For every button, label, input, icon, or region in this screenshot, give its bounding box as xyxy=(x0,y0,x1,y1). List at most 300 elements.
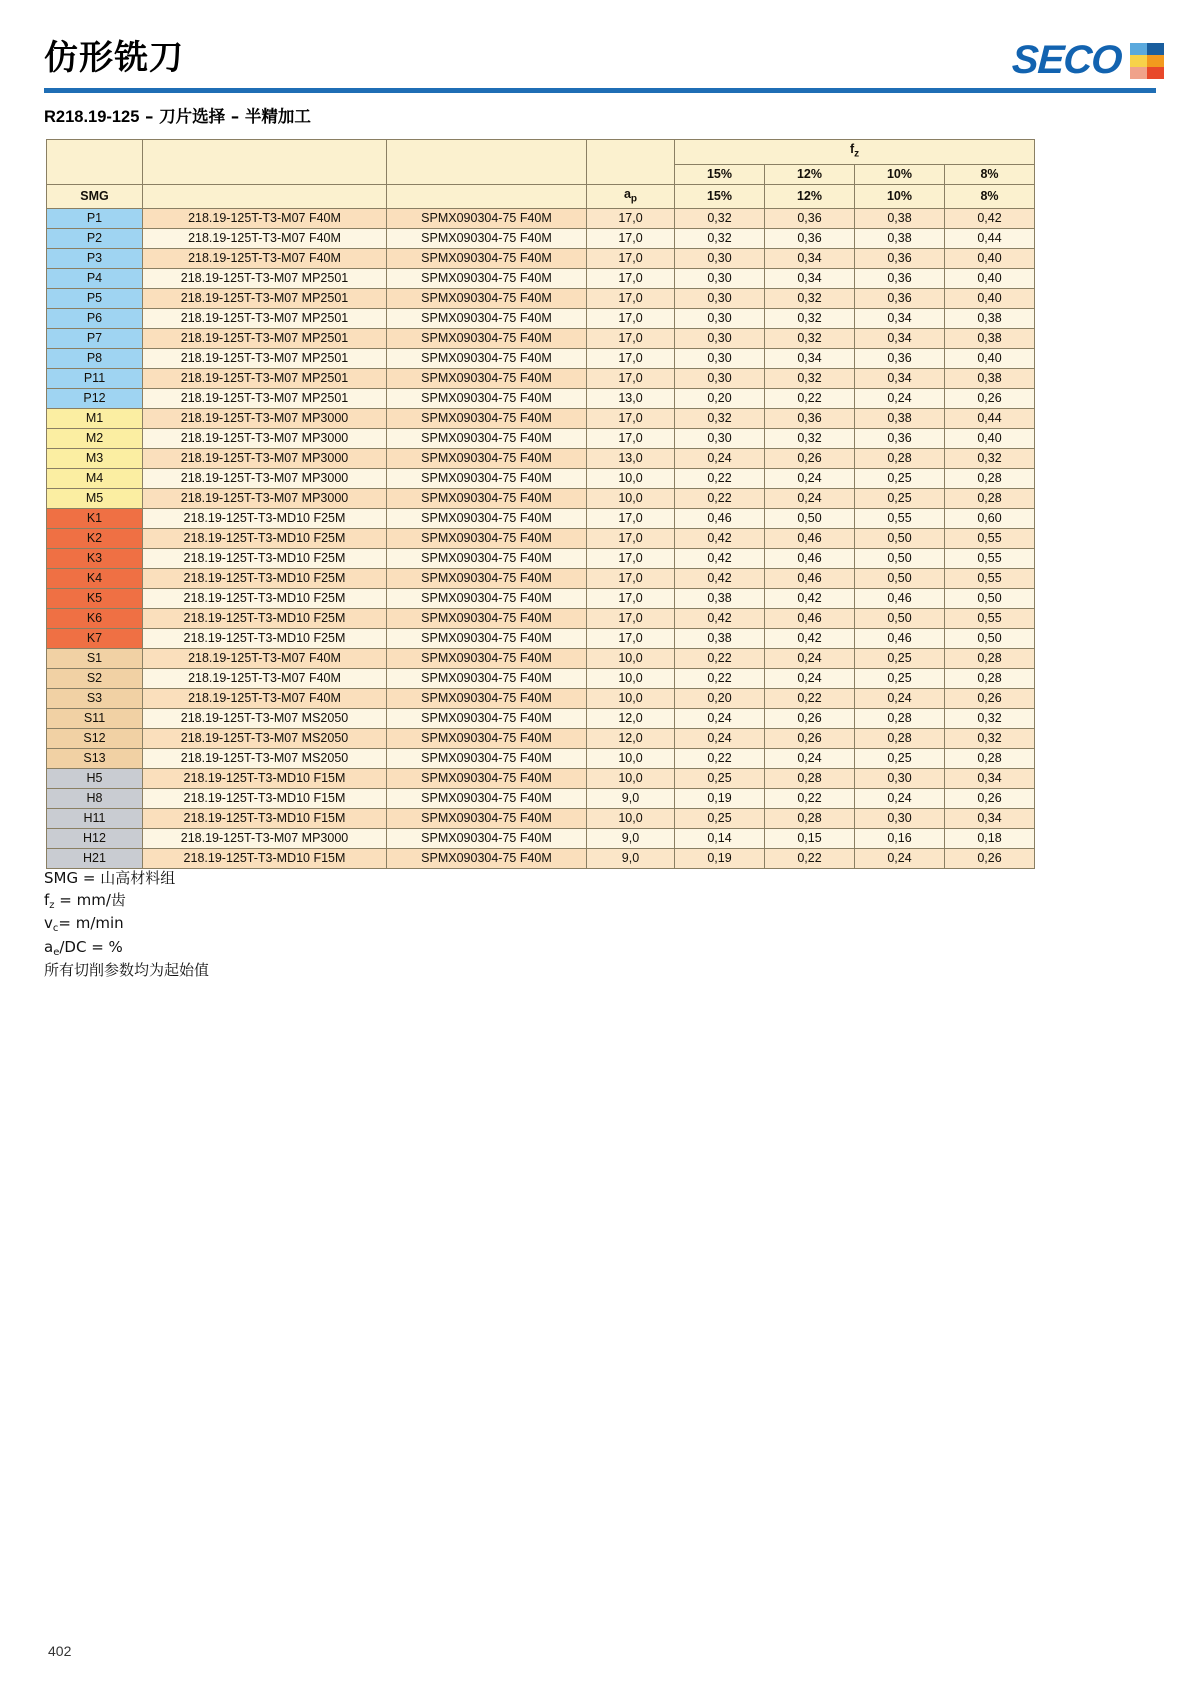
cell-smg: K2 xyxy=(47,529,143,549)
cell-fz-8: 0,55 xyxy=(945,569,1035,589)
logo-swatch-3 xyxy=(1130,55,1147,67)
cell-insert-designation: SPMX090304-75 F40M xyxy=(387,209,587,229)
cell-smg: M3 xyxy=(47,449,143,469)
cell-ap: 9,0 xyxy=(587,829,675,849)
cell-fz-10: 0,25 xyxy=(855,469,945,489)
footnote-tail: /DC = % xyxy=(59,937,123,956)
cell-smg: P7 xyxy=(47,329,143,349)
cell-smg: P1 xyxy=(47,209,143,229)
cell-fz-12: 0,46 xyxy=(765,569,855,589)
header-tool-spacer xyxy=(143,140,387,185)
cell-smg: M4 xyxy=(47,469,143,489)
table-row xyxy=(47,849,1035,869)
cell-fz-12: 0,32 xyxy=(765,309,855,329)
cell-fz-15: 0,24 xyxy=(675,709,765,729)
cell-fz-15: 0,38 xyxy=(675,589,765,609)
cell-fz-10: 0,34 xyxy=(855,309,945,329)
cell-tool-designation: 218.19-125T-T3-M07 F40M xyxy=(143,649,387,669)
cell-fz-15: 0,19 xyxy=(675,849,765,869)
cell-fz-12: 0,42 xyxy=(765,629,855,649)
cell-ap: 17,0 xyxy=(587,509,675,529)
cell-insert-designation: SPMX090304-75 F40M xyxy=(387,789,587,809)
cell-insert-designation: SPMX090304-75 F40M xyxy=(387,469,587,489)
cell-fz-8: 0,40 xyxy=(945,349,1035,369)
cell-fz-10: 0,36 xyxy=(855,269,945,289)
cell-insert-designation: SPMX090304-75 F40M xyxy=(387,549,587,569)
cell-fz-10: 0,25 xyxy=(855,489,945,509)
cell-fz-10: 0,28 xyxy=(855,709,945,729)
cell-fz-8: 0,38 xyxy=(945,329,1035,349)
cell-smg: H5 xyxy=(47,769,143,789)
cell-smg: K1 xyxy=(47,509,143,529)
cell-fz-10: 0,34 xyxy=(855,329,945,349)
cell-fz-15: 0,46 xyxy=(675,509,765,529)
cell-ap: 10,0 xyxy=(587,489,675,509)
cell-fz-8: 0,18 xyxy=(945,829,1035,849)
cell-tool-designation: 218.19-125T-T3-MD10 F25M xyxy=(143,589,387,609)
table-row xyxy=(47,209,1035,229)
cell-fz-8: 0,50 xyxy=(945,629,1035,649)
section-subtitle xyxy=(44,103,311,127)
cell-smg: S12 xyxy=(47,729,143,749)
cell-fz-10: 0,46 xyxy=(855,629,945,649)
cell-smg: K3 xyxy=(47,549,143,569)
table-row xyxy=(47,669,1035,689)
cell-fz-10: 0,24 xyxy=(855,789,945,809)
cell-ap: 17,0 xyxy=(587,349,675,369)
logo-swatch-4 xyxy=(1147,55,1164,67)
cell-tool-designation: 218.19-125T-T3-M07 F40M xyxy=(143,249,387,269)
header-tool xyxy=(143,184,387,209)
cell-fz-15: 0,42 xyxy=(675,529,765,549)
cell-fz-15: 0,25 xyxy=(675,809,765,829)
table-header-row-3 xyxy=(47,184,1035,209)
cell-fz-12: 0,15 xyxy=(765,829,855,849)
footnote-line xyxy=(44,890,209,914)
cell-fz-10: 0,24 xyxy=(855,689,945,709)
table-row xyxy=(47,349,1035,369)
table-row xyxy=(47,809,1035,829)
cell-insert-designation: SPMX090304-75 F40M xyxy=(387,249,587,269)
cell-ap: 13,0 xyxy=(587,449,675,469)
cell-fz-15: 0,20 xyxy=(675,389,765,409)
cell-ap: 17,0 xyxy=(587,329,675,349)
footnote-base: v xyxy=(44,914,53,932)
cell-ap: 12,0 xyxy=(587,709,675,729)
cell-ap: 10,0 xyxy=(587,749,675,769)
cell-tool-designation: 218.19-125T-T3-M07 F40M xyxy=(143,209,387,229)
cell-tool-designation: 218.19-125T-T3-M07 MS2050 xyxy=(143,749,387,769)
cell-fz-15: 0,42 xyxy=(675,549,765,569)
logo-swatch-6 xyxy=(1147,67,1164,79)
cell-ap: 17,0 xyxy=(587,369,675,389)
cell-fz-10: 0,24 xyxy=(855,389,945,409)
cell-tool-designation: 218.19-125T-T3-M07 F40M xyxy=(143,669,387,689)
cell-tool-designation: 218.19-125T-T3-MD10 F15M xyxy=(143,769,387,789)
spec-table xyxy=(46,139,1035,869)
table-row xyxy=(47,509,1035,529)
cell-fz-10: 0,25 xyxy=(855,749,945,769)
cell-fz-12: 0,24 xyxy=(765,749,855,769)
cell-fz-15: 0,30 xyxy=(675,429,765,449)
cell-fz-8: 0,26 xyxy=(945,689,1035,709)
table-row xyxy=(47,469,1035,489)
header-pct-8: 8% xyxy=(945,164,1035,184)
cell-fz-10: 0,16 xyxy=(855,829,945,849)
header-ap-spacer xyxy=(587,140,675,185)
cell-smg: P6 xyxy=(47,309,143,329)
cell-ap: 10,0 xyxy=(587,469,675,489)
cell-fz-15: 0,22 xyxy=(675,669,765,689)
header-pct-15-dup: 15% xyxy=(675,184,765,209)
cell-fz-15: 0,30 xyxy=(675,249,765,269)
cell-fz-8: 0,28 xyxy=(945,469,1035,489)
footnote-subscript: e xyxy=(53,946,60,958)
cell-insert-designation: SPMX090304-75 F40M xyxy=(387,369,587,389)
footnote-base: 所有切削参数均为起始值 xyxy=(44,961,210,979)
cell-tool-designation: 218.19-125T-T3-M07 MP2501 xyxy=(143,269,387,289)
cell-fz-15: 0,30 xyxy=(675,349,765,369)
cell-fz-10: 0,36 xyxy=(855,429,945,449)
cell-fz-12: 0,36 xyxy=(765,229,855,249)
footnote-line xyxy=(44,960,209,982)
header-insert xyxy=(387,184,587,209)
cell-ap: 10,0 xyxy=(587,689,675,709)
cell-ap: 17,0 xyxy=(587,209,675,229)
cell-fz-12: 0,24 xyxy=(765,669,855,689)
cell-fz-12: 0,34 xyxy=(765,249,855,269)
seco-logo-mark xyxy=(1130,43,1164,79)
header-fz-sub: z xyxy=(854,148,860,160)
cell-fz-12: 0,46 xyxy=(765,609,855,629)
table-row xyxy=(47,229,1035,249)
header-pct-10-dup: 10% xyxy=(855,184,945,209)
cell-smg: P5 xyxy=(47,289,143,309)
header-ap-base: a xyxy=(623,186,631,201)
cell-fz-8: 0,60 xyxy=(945,509,1035,529)
cell-tool-designation: 218.19-125T-T3-MD10 F15M xyxy=(143,809,387,829)
cell-tool-designation: 218.19-125T-T3-MD10 F15M xyxy=(143,849,387,869)
spec-table-container xyxy=(46,139,1034,869)
cell-fz-10: 0,24 xyxy=(855,849,945,869)
cell-fz-8: 0,40 xyxy=(945,269,1035,289)
footnote-tail: = m/min xyxy=(58,914,124,932)
cell-smg: S11 xyxy=(47,709,143,729)
cell-insert-designation: SPMX090304-75 F40M xyxy=(387,429,587,449)
cell-fz-8: 0,40 xyxy=(945,429,1035,449)
cell-fz-12: 0,32 xyxy=(765,429,855,449)
cell-fz-8: 0,26 xyxy=(945,849,1035,869)
header-pct-12: 12% xyxy=(765,164,855,184)
table-row xyxy=(47,289,1035,309)
cell-insert-designation: SPMX090304-75 F40M xyxy=(387,649,587,669)
cell-fz-12: 0,34 xyxy=(765,349,855,369)
cell-insert-designation: SPMX090304-75 F40M xyxy=(387,709,587,729)
cell-smg: P3 xyxy=(47,249,143,269)
cell-smg: P12 xyxy=(47,389,143,409)
cell-fz-12: 0,36 xyxy=(765,409,855,429)
cell-fz-15: 0,25 xyxy=(675,769,765,789)
spec-table-body xyxy=(47,209,1035,869)
cell-insert-designation: SPMX090304-75 F40M xyxy=(387,389,587,409)
cell-fz-10: 0,38 xyxy=(855,409,945,429)
cell-smg: P8 xyxy=(47,349,143,369)
cell-fz-12: 0,28 xyxy=(765,769,855,789)
cell-fz-12: 0,26 xyxy=(765,729,855,749)
table-row xyxy=(47,589,1035,609)
cell-ap: 17,0 xyxy=(587,289,675,309)
table-row xyxy=(47,649,1035,669)
cell-insert-designation: SPMX090304-75 F40M xyxy=(387,329,587,349)
cell-fz-12: 0,32 xyxy=(765,329,855,349)
cell-ap: 17,0 xyxy=(587,249,675,269)
cell-fz-10: 0,30 xyxy=(855,809,945,829)
cell-insert-designation: SPMX090304-75 F40M xyxy=(387,509,587,529)
table-row xyxy=(47,489,1035,509)
cell-fz-10: 0,25 xyxy=(855,649,945,669)
cell-smg: S13 xyxy=(47,749,143,769)
cell-smg: M5 xyxy=(47,489,143,509)
cell-fz-12: 0,22 xyxy=(765,689,855,709)
cell-ap: 10,0 xyxy=(587,809,675,829)
footnote-line xyxy=(44,937,209,961)
cell-fz-15: 0,24 xyxy=(675,729,765,749)
cell-insert-designation: SPMX090304-75 F40M xyxy=(387,449,587,469)
cell-tool-designation: 218.19-125T-T3-M07 MP3000 xyxy=(143,829,387,849)
cell-fz-8: 0,28 xyxy=(945,749,1035,769)
cell-smg: S1 xyxy=(47,649,143,669)
header-fz-base: f xyxy=(849,142,855,156)
cell-fz-8: 0,34 xyxy=(945,809,1035,829)
cell-smg: S2 xyxy=(47,669,143,689)
table-row xyxy=(47,369,1035,389)
cell-fz-10: 0,25 xyxy=(855,669,945,689)
footnote-base: a xyxy=(44,937,54,956)
cell-fz-12: 0,22 xyxy=(765,849,855,869)
cell-fz-12: 0,46 xyxy=(765,529,855,549)
cell-fz-12: 0,22 xyxy=(765,389,855,409)
cell-fz-10: 0,28 xyxy=(855,729,945,749)
cell-fz-10: 0,50 xyxy=(855,529,945,549)
cell-ap: 10,0 xyxy=(587,769,675,789)
cell-tool-designation: 218.19-125T-T3-M07 MP3000 xyxy=(143,489,387,509)
cell-ap: 10,0 xyxy=(587,649,675,669)
cell-tool-designation: 218.19-125T-T3-M07 MP2501 xyxy=(143,349,387,369)
cell-ap: 17,0 xyxy=(587,309,675,329)
cell-tool-designation: 218.19-125T-T3-M07 MP3000 xyxy=(143,469,387,489)
table-row xyxy=(47,749,1035,769)
cell-smg: K7 xyxy=(47,629,143,649)
cell-fz-10: 0,36 xyxy=(855,349,945,369)
seco-logo xyxy=(1012,38,1164,83)
cell-insert-designation: SPMX090304-75 F40M xyxy=(387,689,587,709)
cell-fz-15: 0,19 xyxy=(675,789,765,809)
cell-tool-designation: 218.19-125T-T3-M07 MP3000 xyxy=(143,409,387,429)
cell-fz-12: 0,24 xyxy=(765,649,855,669)
header-smg-spacer xyxy=(47,140,143,185)
header-pct-10: 10% xyxy=(855,164,945,184)
cell-insert-designation: SPMX090304-75 F40M xyxy=(387,229,587,249)
cell-fz-12: 0,34 xyxy=(765,269,855,289)
cell-fz-15: 0,32 xyxy=(675,229,765,249)
cell-smg: M2 xyxy=(47,429,143,449)
cell-ap: 17,0 xyxy=(587,429,675,449)
header-insert-spacer xyxy=(387,140,587,185)
table-row xyxy=(47,629,1035,649)
cell-fz-12: 0,24 xyxy=(765,469,855,489)
cell-fz-8: 0,44 xyxy=(945,229,1035,249)
cell-fz-8: 0,28 xyxy=(945,649,1035,669)
cell-fz-10: 0,50 xyxy=(855,549,945,569)
header-pct-15: 15% xyxy=(675,164,765,184)
cell-fz-8: 0,44 xyxy=(945,409,1035,429)
cell-fz-12: 0,50 xyxy=(765,509,855,529)
cell-smg: M1 xyxy=(47,409,143,429)
cell-tool-designation: 218.19-125T-T3-M07 MP2501 xyxy=(143,369,387,389)
cell-fz-8: 0,50 xyxy=(945,589,1035,609)
cell-fz-8: 0,26 xyxy=(945,789,1035,809)
cell-ap: 17,0 xyxy=(587,609,675,629)
header-pct-8-dup: 8% xyxy=(945,184,1035,209)
cell-insert-designation: SPMX090304-75 F40M xyxy=(387,589,587,609)
cell-fz-15: 0,24 xyxy=(675,449,765,469)
cell-fz-12: 0,36 xyxy=(765,209,855,229)
cell-fz-15: 0,30 xyxy=(675,369,765,389)
cell-smg: K5 xyxy=(47,589,143,609)
cell-tool-designation: 218.19-125T-T3-M07 MP2501 xyxy=(143,289,387,309)
cell-fz-8: 0,55 xyxy=(945,609,1035,629)
cell-fz-8: 0,32 xyxy=(945,449,1035,469)
header-pct-12-dup: 12% xyxy=(765,184,855,209)
cell-insert-designation: SPMX090304-75 F40M xyxy=(387,849,587,869)
cell-insert-designation: SPMX090304-75 F40M xyxy=(387,529,587,549)
cell-fz-8: 0,40 xyxy=(945,249,1035,269)
cell-fz-12: 0,42 xyxy=(765,589,855,609)
cell-fz-10: 0,55 xyxy=(855,509,945,529)
cell-smg: H21 xyxy=(47,849,143,869)
cell-smg: P4 xyxy=(47,269,143,289)
cell-fz-10: 0,36 xyxy=(855,249,945,269)
header-ap-sub: p xyxy=(630,193,638,204)
cell-fz-8: 0,32 xyxy=(945,729,1035,749)
cell-fz-8: 0,28 xyxy=(945,669,1035,689)
cell-fz-15: 0,38 xyxy=(675,629,765,649)
cell-fz-12: 0,32 xyxy=(765,289,855,309)
cell-fz-15: 0,42 xyxy=(675,569,765,589)
cell-tool-designation: 218.19-125T-T3-M07 MP3000 xyxy=(143,449,387,469)
cell-fz-15: 0,42 xyxy=(675,609,765,629)
cell-ap: 9,0 xyxy=(587,849,675,869)
cell-fz-8: 0,38 xyxy=(945,309,1035,329)
cell-fz-12: 0,24 xyxy=(765,489,855,509)
cell-smg: K4 xyxy=(47,569,143,589)
cell-ap: 17,0 xyxy=(587,589,675,609)
cell-fz-12: 0,32 xyxy=(765,369,855,389)
cell-ap: 17,0 xyxy=(587,629,675,649)
cell-tool-designation: 218.19-125T-T3-MD10 F15M xyxy=(143,789,387,809)
cell-tool-designation: 218.19-125T-T3-M07 F40M xyxy=(143,689,387,709)
footnote-tail: = mm/齿 xyxy=(54,890,126,909)
cell-insert-designation: SPMX090304-75 F40M xyxy=(387,669,587,689)
cell-ap: 10,0 xyxy=(587,669,675,689)
cell-insert-designation: SPMX090304-75 F40M xyxy=(387,609,587,629)
cell-fz-15: 0,22 xyxy=(675,489,765,509)
footnote-base: SMG = 山高材料组 xyxy=(44,869,176,887)
cell-fz-15: 0,14 xyxy=(675,829,765,849)
cell-ap: 17,0 xyxy=(587,529,675,549)
cell-ap: 17,0 xyxy=(587,549,675,569)
spec-table-head xyxy=(47,140,1035,209)
logo-swatch-5 xyxy=(1130,67,1147,79)
page-header xyxy=(0,0,1200,96)
header-ap xyxy=(587,184,675,209)
table-row xyxy=(47,569,1035,589)
logo-swatch-1 xyxy=(1130,43,1147,55)
cell-fz-15: 0,20 xyxy=(675,689,765,709)
cell-tool-designation: 218.19-125T-T3-M07 MP2501 xyxy=(143,389,387,409)
cell-fz-8: 0,42 xyxy=(945,209,1035,229)
cell-fz-8: 0,55 xyxy=(945,549,1035,569)
cell-fz-12: 0,46 xyxy=(765,549,855,569)
cell-fz-12: 0,26 xyxy=(765,449,855,469)
cell-fz-10: 0,50 xyxy=(855,569,945,589)
cell-fz-12: 0,28 xyxy=(765,809,855,829)
table-row xyxy=(47,329,1035,349)
cell-fz-15: 0,30 xyxy=(675,329,765,349)
cell-tool-designation: 218.19-125T-T3-MD10 F25M xyxy=(143,549,387,569)
cell-fz-10: 0,30 xyxy=(855,769,945,789)
table-row xyxy=(47,389,1035,409)
cell-fz-12: 0,26 xyxy=(765,709,855,729)
cell-fz-8: 0,55 xyxy=(945,529,1035,549)
cell-tool-designation: 218.19-125T-T3-MD10 F25M xyxy=(143,509,387,529)
cell-tool-designation: 218.19-125T-T3-M07 MP2501 xyxy=(143,309,387,329)
cell-ap: 17,0 xyxy=(587,409,675,429)
cell-insert-designation: SPMX090304-75 F40M xyxy=(387,829,587,849)
table-row xyxy=(47,549,1035,569)
cell-tool-designation: 218.19-125T-T3-M07 MS2050 xyxy=(143,709,387,729)
subtitle-product-code: R218.19-125 xyxy=(44,108,140,126)
footnote-base: f xyxy=(44,890,50,909)
cell-fz-10: 0,46 xyxy=(855,589,945,609)
table-row xyxy=(47,729,1035,749)
subtitle-description: – 刀片选择 – 半精加工 xyxy=(139,107,311,126)
cell-insert-designation: SPMX090304-75 F40M xyxy=(387,309,587,329)
cell-ap: 12,0 xyxy=(587,729,675,749)
cell-fz-15: 0,22 xyxy=(675,649,765,669)
cell-fz-8: 0,26 xyxy=(945,389,1035,409)
cell-fz-8: 0,34 xyxy=(945,769,1035,789)
table-row xyxy=(47,769,1035,789)
cell-tool-designation: 218.19-125T-T3-M07 F40M xyxy=(143,229,387,249)
cell-ap: 17,0 xyxy=(587,269,675,289)
table-row xyxy=(47,609,1035,629)
cell-fz-8: 0,28 xyxy=(945,489,1035,509)
cell-tool-designation: 218.19-125T-T3-M07 MS2050 xyxy=(143,729,387,749)
cell-smg: K6 xyxy=(47,609,143,629)
cell-ap: 13,0 xyxy=(587,389,675,409)
cell-insert-designation: SPMX090304-75 F40M xyxy=(387,489,587,509)
cell-smg: P11 xyxy=(47,369,143,389)
cell-tool-designation: 218.19-125T-T3-M07 MP3000 xyxy=(143,429,387,449)
cell-tool-designation: 218.19-125T-T3-MD10 F25M xyxy=(143,529,387,549)
cell-fz-12: 0,22 xyxy=(765,789,855,809)
table-row xyxy=(47,269,1035,289)
cell-insert-designation: SPMX090304-75 F40M xyxy=(387,349,587,369)
footnote-line xyxy=(44,868,209,890)
header-divider xyxy=(44,88,1156,93)
table-row xyxy=(47,309,1035,329)
